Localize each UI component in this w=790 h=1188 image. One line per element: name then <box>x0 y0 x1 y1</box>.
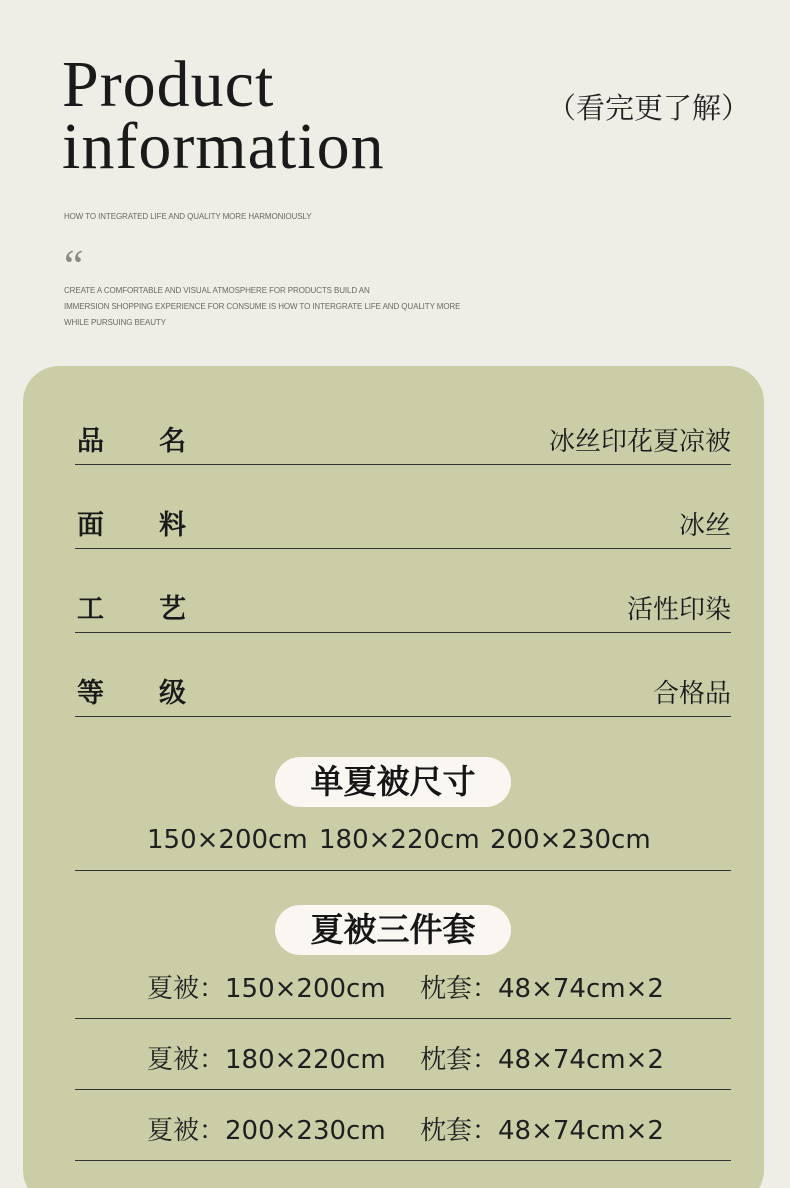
spec-label-char: 料 <box>159 510 186 541</box>
set-row <box>75 1090 731 1161</box>
page-title <box>62 48 385 183</box>
spec-row-product-name <box>75 381 731 465</box>
title-line-product: Product <box>62 48 275 121</box>
set-quilt-size: 夏被：200×230cm <box>147 1116 386 1146</box>
single-quilt-sizes <box>75 825 731 871</box>
size-option: 150×200cm <box>147 825 308 855</box>
spec-row-craft <box>75 549 731 633</box>
set-row <box>75 948 731 1019</box>
set-pillow-size: 枕套：48×74cm×2 <box>420 974 664 1004</box>
spec-row-fabric <box>75 465 731 549</box>
spec-label-char: 工 <box>77 594 104 625</box>
spec-label-char: 品 <box>77 426 104 457</box>
spec-value: 合格品 <box>652 679 731 709</box>
spec-label-char: 等 <box>77 678 104 709</box>
spec-label-char: 名 <box>159 426 186 457</box>
spec-label-char: 艺 <box>159 594 186 625</box>
read-more-note: （看完更了解） <box>546 91 750 125</box>
spec-panel <box>23 366 764 1188</box>
size-option: 180×220cm <box>319 825 480 855</box>
description-line: CREATE A COMFORTABLE AND VISUAL ATMOSPHERE FOR PRODUCTS BUILD AN <box>64 286 370 295</box>
description-line: WHILE PURSUING BEAUTY <box>64 318 166 327</box>
title-line-information: information <box>62 110 385 183</box>
size-option: 200×230cm <box>490 825 651 855</box>
set-row <box>75 1019 731 1090</box>
set-pillow-size: 枕套：48×74cm×2 <box>420 1045 664 1075</box>
set-quilt-size: 夏被：180×220cm <box>147 1045 386 1075</box>
set-pillow-size: 枕套：48×74cm×2 <box>420 1116 664 1146</box>
spec-row-grade <box>75 633 731 717</box>
three-piece-set-heading: 夏被三件套 <box>275 905 511 955</box>
spec-value: 冰丝 <box>678 511 731 541</box>
spec-value: 冰丝印花夏凉被 <box>548 427 731 457</box>
spec-label-char: 面 <box>77 510 104 541</box>
set-quilt-size: 夏被：150×200cm <box>147 974 386 1004</box>
spec-label-char: 级 <box>159 678 186 709</box>
tagline: HOW TO INTEGRATED LIFE AND QUALITY MORE HARMONIOUSLY <box>64 212 312 221</box>
single-quilt-size-heading: 单夏被尺寸 <box>275 757 511 807</box>
description-line: IMMERSION SHOPPING EXPERIENCE FOR CONSUME IS HOW TO INTERGRATE LIFE AND QUALITY MORE <box>64 302 461 311</box>
quote-icon: “ <box>64 241 84 290</box>
spec-value: 活性印染 <box>626 595 731 625</box>
description <box>64 283 484 331</box>
